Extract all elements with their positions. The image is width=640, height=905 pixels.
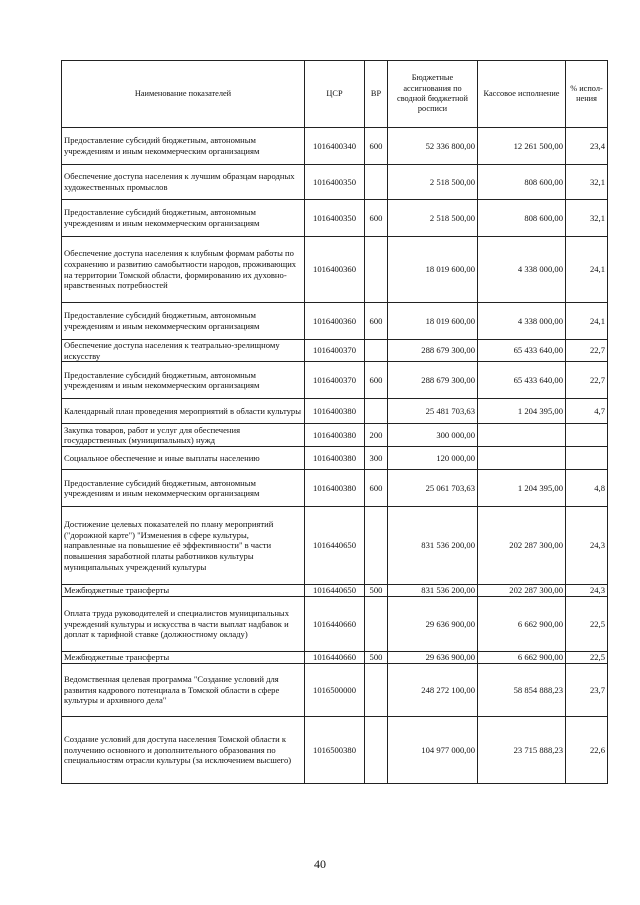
row-csr: 1016440660: [305, 652, 365, 664]
row-allocation: 104 977 000,00: [388, 717, 478, 784]
row-allocation: 831 536 200,00: [388, 507, 478, 585]
row-allocation: 25 481 703,63: [388, 399, 478, 424]
row-allocation: 25 061 703,63: [388, 470, 478, 507]
row-vr: 300: [365, 447, 388, 470]
row-csr: 1016400380: [305, 470, 365, 507]
row-csr: 1016400350: [305, 165, 365, 200]
header-allocations: Бюджетные ассигнования по сводной бюджетной росписи: [388, 61, 478, 128]
row-csr: 1016500000: [305, 664, 365, 717]
row-execution-percent: 4,8: [566, 470, 608, 507]
row-name: Оплата труда руководителей и специалистов муниципальных учреждений культуры и искусства в части выплат надбавок и доплат к тарифной ставке (должностному окладу): [62, 597, 305, 652]
row-execution-percent: 32,1: [566, 200, 608, 237]
row-cash-execution: 4 338 000,00: [478, 303, 566, 340]
row-vr: 500: [365, 652, 388, 664]
table-row: [62, 585, 608, 597]
row-name: Социальное обеспечение и иные выплаты населению: [62, 447, 305, 470]
header-csr: ЦСР: [305, 61, 365, 128]
row-name: Закупка товаров, работ и услуг для обеспечения государственных (муниципальных) нужд: [62, 424, 305, 447]
row-execution-percent: 24,3: [566, 507, 608, 585]
row-vr: [365, 340, 388, 362]
header-cash-execution: Кассовое исполнение: [478, 61, 566, 128]
row-vr: [365, 237, 388, 303]
row-cash-execution: 65 433 640,00: [478, 340, 566, 362]
table-row: [62, 399, 608, 424]
row-allocation: 52 336 800,00: [388, 128, 478, 165]
row-cash-execution: 1 204 395,00: [478, 470, 566, 507]
table-row: [62, 200, 608, 237]
row-csr: 1016440660: [305, 597, 365, 652]
row-execution-percent: 24,3: [566, 585, 608, 597]
row-name: Межбюджетные трансферты: [62, 585, 305, 597]
row-allocation: 18 019 600,00: [388, 237, 478, 303]
row-name: Предоставление субсидий бюджетным, автономным учреждениям и иным некоммерческим организациям: [62, 470, 305, 507]
row-execution-percent: 32,1: [566, 165, 608, 200]
row-cash-execution: 12 261 500,00: [478, 128, 566, 165]
row-cash-execution: 808 600,00: [478, 165, 566, 200]
row-execution-percent: 23,7: [566, 664, 608, 717]
row-execution-percent: 24,1: [566, 237, 608, 303]
row-execution-percent: 22,7: [566, 340, 608, 362]
row-execution-percent: 4,7: [566, 399, 608, 424]
row-vr: [365, 597, 388, 652]
header-name: Наименование показателей: [62, 61, 305, 128]
row-name: Предоставление субсидий бюджетным, автономным учреждениям и иным некоммерческим организациям: [62, 128, 305, 165]
row-csr: 1016400370: [305, 340, 365, 362]
row-execution-percent: [566, 424, 608, 447]
row-vr: 600: [365, 303, 388, 340]
row-allocation: 300 000,00: [388, 424, 478, 447]
row-vr: 600: [365, 470, 388, 507]
row-csr: 1016400360: [305, 303, 365, 340]
table-row: [62, 664, 608, 717]
row-csr: 1016400340: [305, 128, 365, 165]
table-row: [62, 507, 608, 585]
table-row: [62, 165, 608, 200]
row-cash-execution: 23 715 888,23: [478, 717, 566, 784]
table-row: [62, 128, 608, 165]
table-row: [62, 470, 608, 507]
row-execution-percent: 22,5: [566, 597, 608, 652]
page-number: 40: [314, 857, 326, 871]
row-csr: 1016440650: [305, 507, 365, 585]
table-row: [62, 652, 608, 664]
row-execution-percent: 22,5: [566, 652, 608, 664]
row-name: Ведомственная целевая программа "Создание условий для развития кадрового потенциала в Томской области в сфере культуры и архивного дела": [62, 664, 305, 717]
row-allocation: 29 636 900,00: [388, 597, 478, 652]
row-cash-execution: 1 204 395,00: [478, 399, 566, 424]
header-vr: ВР: [365, 61, 388, 128]
row-execution-percent: [566, 447, 608, 470]
row-allocation: 2 518 500,00: [388, 200, 478, 237]
row-vr: [365, 507, 388, 585]
row-cash-execution: 65 433 640,00: [478, 362, 566, 399]
row-name: Обеспечение доступа населения к театрально-зрелищному искусству: [62, 340, 305, 362]
row-name: Календарный план проведения мероприятий в области культуры: [62, 399, 305, 424]
table-row: [62, 597, 608, 652]
row-cash-execution: 4 338 000,00: [478, 237, 566, 303]
table-row: [62, 237, 608, 303]
row-name: Обеспечение доступа населения к клубным формам работы по сохранению и развитию самобытности народов, проживающих на территории Томской области, формированию их духовно-нравственных потребностей: [62, 237, 305, 303]
row-cash-execution: 6 662 900,00: [478, 597, 566, 652]
row-name: Достижение целевых показателей по плану мероприятий ("дорожной карте") "Изменения в сфере культуры, направленные на повышение её эффективности" в части повышения заработной платы работников культуры муниципальных учреждений культуры: [62, 507, 305, 585]
row-csr: 1016400360: [305, 237, 365, 303]
row-name: Создание условий для доступа населения Томской области к получению основного и дополнительного образования по специальностям отрасли культуры (за исключением высшего): [62, 717, 305, 784]
row-cash-execution: 808 600,00: [478, 200, 566, 237]
row-cash-execution: 6 662 900,00: [478, 652, 566, 664]
row-vr: 600: [365, 128, 388, 165]
row-vr: 500: [365, 585, 388, 597]
row-csr: 1016400380: [305, 447, 365, 470]
table-row: [62, 340, 608, 362]
budget-execution-table: [61, 60, 608, 784]
row-allocation: 288 679 300,00: [388, 362, 478, 399]
row-execution-percent: 24,1: [566, 303, 608, 340]
row-vr: [365, 399, 388, 424]
table-header: [62, 61, 608, 128]
row-csr: 1016440650: [305, 585, 365, 597]
row-vr: [365, 165, 388, 200]
row-cash-execution: 202 287 300,00: [478, 585, 566, 597]
row-execution-percent: 22,6: [566, 717, 608, 784]
row-csr: 1016400380: [305, 399, 365, 424]
row-name: Предоставление субсидий бюджетным, автономным учреждениям и иным некоммерческим организациям: [62, 362, 305, 399]
row-allocation: 288 679 300,00: [388, 340, 478, 362]
table-row: [62, 303, 608, 340]
row-cash-execution: 202 287 300,00: [478, 507, 566, 585]
row-csr: 1016400350: [305, 200, 365, 237]
row-csr: 1016400380: [305, 424, 365, 447]
table-row: [62, 447, 608, 470]
row-allocation: 29 636 900,00: [388, 652, 478, 664]
row-allocation: 18 019 600,00: [388, 303, 478, 340]
row-allocation: 248 272 100,00: [388, 664, 478, 717]
row-vr: [365, 717, 388, 784]
table-row: [62, 424, 608, 447]
row-vr: 600: [365, 362, 388, 399]
row-execution-percent: 22,7: [566, 362, 608, 399]
row-vr: 600: [365, 200, 388, 237]
table-row: [62, 717, 608, 784]
row-cash-execution: [478, 424, 566, 447]
row-cash-execution: [478, 447, 566, 470]
row-csr: 1016500380: [305, 717, 365, 784]
row-vr: [365, 664, 388, 717]
row-name: Обеспечение доступа населения к лучшим образцам народных художественных промыслов: [62, 165, 305, 200]
table-row: [62, 362, 608, 399]
row-vr: 200: [365, 424, 388, 447]
row-execution-percent: 23,4: [566, 128, 608, 165]
row-name: Предоставление субсидий бюджетным, автономным учреждениям и иным некоммерческим организациям: [62, 303, 305, 340]
header-execution-percent: % испол-нения: [566, 61, 608, 128]
header-row: [62, 61, 608, 128]
row-csr: 1016400370: [305, 362, 365, 399]
table-body: [62, 128, 608, 784]
row-name: Межбюджетные трансферты: [62, 652, 305, 664]
row-allocation: 831 536 200,00: [388, 585, 478, 597]
row-allocation: 120 000,00: [388, 447, 478, 470]
row-allocation: 2 518 500,00: [388, 165, 478, 200]
row-name: Предоставление субсидий бюджетным, автономным учреждениям и иным некоммерческим организациям: [62, 200, 305, 237]
row-cash-execution: 58 854 888,23: [478, 664, 566, 717]
